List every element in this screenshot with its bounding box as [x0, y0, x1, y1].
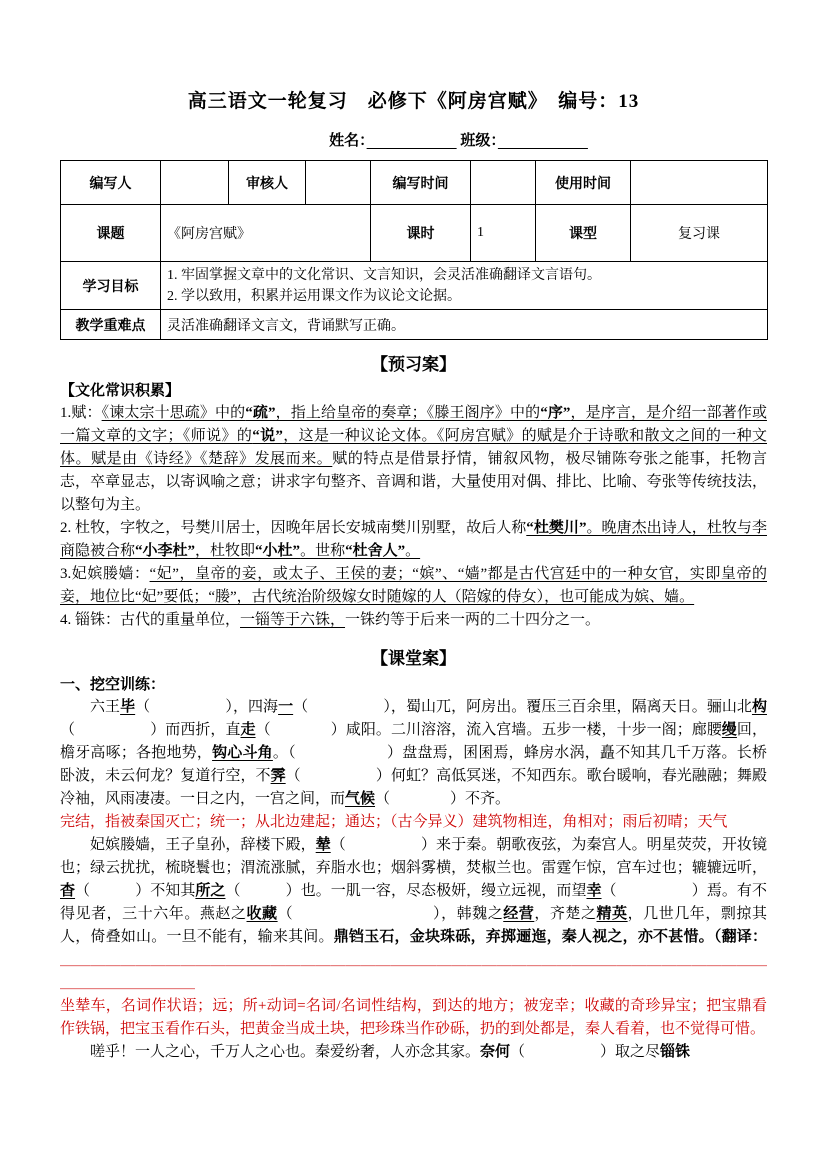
text-segment: （ ）也。一肌一容，尽态极妍，缦立远视，而望: [225, 883, 587, 899]
text-segment: 走: [240, 722, 256, 738]
text-segment: 气候: [345, 791, 376, 807]
text-segment: 辇: [315, 837, 331, 853]
text-segment: 一: [278, 699, 294, 715]
text-segment: 。世称: [300, 543, 346, 559]
text-segment: “妃”，皇帝的妾，或太子、王侯的妻；“嫔”、“嫱”都是古代宫廷中的一种女官，实即皇帝的妾，地位比“妃”要低；“媵”，古代统治阶级嫁女时随嫁的人（陪嫁的侍女），也可能成为嫔、嫱。: [60, 566, 767, 605]
text-segment: 精英: [596, 906, 628, 922]
text-segment: 嗟乎！一人之心，千万人之心也。秦爱纷奢，人亦念其家。: [90, 1044, 481, 1060]
value-reviewer: [306, 161, 371, 205]
table-row-goals: [61, 262, 768, 310]
culture-item-1: [60, 402, 767, 517]
text-segment: “疏”: [245, 405, 276, 421]
text-segment: （ ）咸阳。二川溶溶，流入宫墙。五步一楼，十步一阁；廊腰: [255, 722, 722, 738]
exercise-title: 一、挖空训练：: [60, 677, 166, 693]
table-row-topic: [61, 205, 768, 262]
text-segment: “小杜”: [255, 543, 301, 559]
text-segment: “小李杜”: [135, 543, 196, 559]
culture-item-3: [60, 563, 767, 609]
text-segment: 所之: [195, 883, 226, 899]
value-key-points: 灵活准确翻译文言文，背诵默写正确。: [161, 310, 768, 340]
text-segment: 2. 杜牧，字牧之，号樊川居士，因晚年居长安城南樊川别墅，故后人称: [60, 520, 527, 536]
label-lesson-type: 课型: [536, 205, 631, 262]
value-topic: 《阿房宫赋》: [161, 205, 371, 262]
text-segment: 一锱等于六铢，: [240, 612, 346, 628]
label-reviewer: 审核人: [229, 161, 306, 205]
text-segment: 缦: [721, 722, 737, 738]
exercise-paragraph-2: [60, 834, 767, 995]
text-segment: “杜舍人”: [345, 543, 406, 559]
table-row-meta: [61, 161, 768, 205]
text-segment: ，齐楚之: [534, 906, 597, 922]
culture-item-4: [60, 609, 767, 632]
text-segment: 班级：: [456, 133, 498, 149]
exercise-paragraph-1: [60, 696, 767, 811]
text-segment: 。晚唐杰出诗人，杜牧与李商隐被合称: [60, 520, 767, 559]
text-segment: （ ），蜀山兀，阿房出。覆压三百余里，隔离天日。骊山北: [293, 699, 752, 715]
text-segment: （ ）而西折，直: [60, 722, 241, 738]
answer-text-2: [60, 995, 767, 1041]
label-key-points: 教学重难点: [61, 310, 161, 340]
culture-item-2: [60, 517, 767, 563]
text-segment: 六王: [90, 699, 121, 715]
label-learning-goals: 学习目标: [61, 262, 161, 310]
text-segment: 1.赋：: [60, 405, 102, 421]
text-segment: 完结，指被秦国灭亡；统一；从北边建起；通达；（古今异义）建筑物相连，角相对；雨后初晴；天气: [60, 814, 728, 830]
text-segment: “序”: [540, 405, 571, 421]
text-segment: 坐辇车，名词作状语；远；所+动词=名词/名词性结构，到达的地方；被宠幸；收藏的奇珍异宝；把宝鼎看作铁锅，把宝玉看作石头，把黄金当成土块，把珍珠当作砂砾，扔的到处都是，秦人看着，也不觉得可惜。: [60, 998, 767, 1037]
text-segment: 赋的特点是借景抒情，铺叙风物，极尽铺陈夸张之能事，托物言志，卒章显志，以寄讽喻之意；讲求字句整齐、音调和谐，大量使用对偶、排比、比喻、夸张等传统技法，以整句为主。: [60, 451, 767, 513]
goal-line-2: 2. 学以致用，积累并运用课文作为议论文论据。: [167, 288, 461, 304]
label-author: 编写人: [61, 161, 161, 205]
text-segment: 回，檐牙高啄；各抱地势，: [60, 722, 767, 761]
text-segment: “杜樊川”: [526, 520, 587, 536]
text-segment: 构: [751, 699, 767, 715]
value-use-time: [631, 161, 768, 205]
text-segment: 一铢约等于后来一两的二十四分之一。: [345, 612, 601, 628]
text-segment: 幸: [586, 883, 602, 899]
text-segment: 奈何: [480, 1044, 511, 1060]
label-periods: 课时: [371, 205, 471, 262]
text-segment: 。（ ）盘盘焉，囷囷焉，蜂房水涡，矗不知其几千万落。长桥卧波，未云何龙？复道行空，不: [60, 745, 767, 784]
label-write-time: 编写时间: [371, 161, 471, 205]
text-segment: （ ）焉。有不得见者，三十六年。燕赵之: [60, 883, 767, 922]
text-segment: 妃嫔媵嫱，王子皇孙，辞楼下殿，: [90, 837, 316, 853]
text-segment: 鼎铛玉石，金块珠砾，弃掷逦迤，秦人视之，亦不甚惜。（翻译：: [333, 929, 767, 945]
answer-text-1: [60, 811, 767, 834]
text-segment: 3.妃嫔媵嫱：: [60, 566, 150, 582]
goal-line-1: 1. 牢固掌握文章中的文化常识、文言知识，会灵活准确翻译文言语句。: [167, 267, 601, 283]
text-segment: 《谏太宗十思疏》中的: [101, 405, 246, 421]
table-row-key-points: [61, 310, 768, 340]
text-segment: ，指上给皇帝的奏章；《滕王阁序》中的: [275, 405, 541, 421]
text-segment: [498, 133, 588, 149]
text-segment: ，是序言，是介绍一部著作或一篇文章的文字；《师说》的: [60, 405, 767, 444]
classwork-section-heading: 【课堂案】: [371, 649, 456, 668]
text-segment: ，几世几年，剽掠其人，倚叠如山。一旦不能有，输来其间。: [60, 906, 767, 945]
text-segment: 姓名：: [329, 133, 367, 149]
text-segment: （ ）不齐。: [375, 791, 511, 807]
text-segment: （ ），韩魏之: [277, 906, 504, 922]
text-segment: （ ）取之尽: [510, 1044, 661, 1060]
value-write-time: [471, 161, 536, 205]
value-author: [161, 161, 229, 205]
name-class-line: [60, 129, 767, 150]
value-lesson-type: 复习课: [631, 205, 768, 262]
page-title: 高三语文一轮复习 必修下《阿房宫赋》 编号：13: [187, 91, 640, 112]
text-segment: 毕: [120, 699, 136, 715]
exercise-paragraph-3: [60, 1041, 767, 1064]
text-segment: 4. 锱铢：古代的重量单位，: [60, 612, 241, 628]
text-segment: ＿＿＿＿＿＿＿＿＿＿＿＿＿＿＿＿＿＿＿＿＿＿＿＿＿＿＿＿＿＿＿＿＿＿＿＿＿＿＿＿＿＿＿＿＿＿＿＿＿＿＿＿＿＿＿＿: [60, 952, 767, 991]
preview-section-heading: 【预习案】: [371, 355, 456, 374]
text-segment: 收藏: [246, 906, 278, 922]
text-segment: 钩心斗角: [212, 745, 273, 761]
text-segment: [367, 133, 457, 149]
text-segment: ，这是一种议论文体。《阿房宫赋》的赋是介于诗歌和散文之间的一种文体。赋是由《诗经》《楚辞》发展而来。: [60, 428, 767, 467]
text-segment: 霁: [270, 768, 286, 784]
value-learning-goals: [161, 262, 768, 310]
text-segment: ，杜牧即: [195, 543, 256, 559]
label-topic: 课题: [61, 205, 161, 262]
text-segment: （ ）不知其: [75, 883, 196, 899]
culture-knowledge-heading: 【文化常识积累】: [60, 383, 181, 399]
text-segment: 杳: [60, 883, 76, 899]
text-segment: （ ），四海: [135, 699, 279, 715]
text-segment: 经营: [503, 906, 535, 922]
label-use-time: 使用时间: [536, 161, 631, 205]
text-segment: （ ）何虹？高低冥迷，不知西东。歌台暖响，春光融融；舞殿冷袖，风雨凄凄。一日之内，一宫之间，而: [60, 768, 767, 807]
info-table: [60, 160, 768, 340]
text-segment: （ ）来于秦。朝歌夜弦，为秦宫人。明星荧荧，开妆镜也；绿云扰扰，梳晓鬟也；渭流涨腻，弃脂水也；烟斜雾横，焚椒兰也。雷霆乍惊，宫车过也；辘辘远听，: [60, 837, 767, 876]
text-segment: “说”: [252, 428, 283, 444]
text-segment: 锱铢: [660, 1044, 691, 1060]
text-segment: 。: [405, 543, 421, 559]
value-periods: 1: [471, 205, 536, 262]
